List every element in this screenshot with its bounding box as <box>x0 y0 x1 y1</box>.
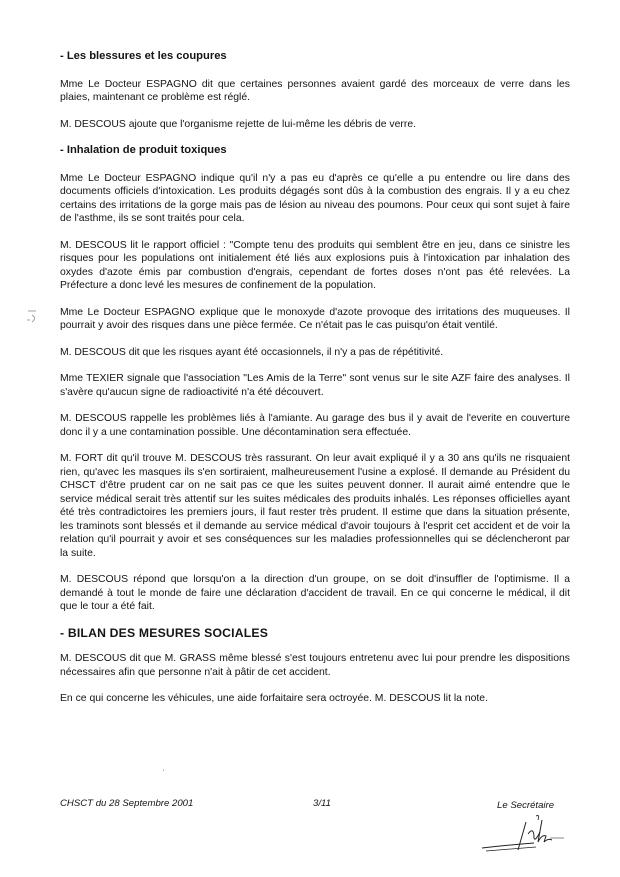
section-heading-bilan: - BILAN DES MESURES SOCIALES <box>60 625 269 640</box>
secretary-signature <box>478 812 568 863</box>
footer-meeting-date: CHSCT du 28 Septembre 2001 <box>60 798 194 809</box>
section-heading-inhalation: - Inhalation de produit toxiques <box>60 144 227 156</box>
paragraph: Mme TEXIER signale que l'association "Les Amis de la Terre" sont venus sur le site AZF faire des analyses. Il s'avère qu'aucun signe de radioactivité n'a été découvert. <box>60 373 570 398</box>
section-heading-blessures: - Les blessures et les coupures <box>60 50 227 62</box>
stray-mark: ˈ <box>162 768 165 778</box>
paragraph: M. DESCOUS ajoute que l'organisme rejette de lui-même les débris de verre. <box>60 118 416 130</box>
footer-page-number: 3/11 <box>313 798 331 809</box>
document-body <box>60 50 570 719</box>
footer-secretary-label: Le Secrétaire <box>497 800 555 811</box>
paragraph: M. FORT dit qu'il trouve M. DESCOUS très rassurant. On leur avait expliqué il y a 30 ans qu'ils ne risquaient rien, qu'avec les masques ils s'en sortiraient, malheureusement l'usine a explosé. Il demande au Président du CHSCT d'être prudent car on ne sait pas ce que les suites peuvent donner. Il aurait aimé entendre que le service médical serait très attentif sur les suites médicales des produits inhalés. Les réponses officielles ayant été très contradictoires les premiers jours, il faut rester très prudent. Il estime que dans la situation présente, les traminots sont blessés et il demande au service médical d'avoir toujours à l'esprit cet accident et de voir la relation qu'il pourrait y avoir et ses conséquences sur les maladies professionnelles qui se déclencheront par la suite. <box>60 453 570 559</box>
paragraph: M. DESCOUS rappelle les problèmes liés à l'amiante. Au garage des bus il y avait de l'everite en couverture donc il y a une contamination possible. Une décontamination sera effectuée. <box>60 413 570 438</box>
paragraph: M. DESCOUS répond que lorsqu'on a la direction d'un groupe, on se doit d'insuffler de l'optimisme. Il a demandé à tout le monde de faire une déclaration d'accident de travail. En ce qui concerne le médical, il dit que le tour a été fait. <box>60 574 570 612</box>
paragraph: En ce qui concerne les véhicules, une aide forfaitaire sera octroyée. M. DESCOUS lit la note. <box>60 693 488 704</box>
paragraph: M. DESCOUS dit que M. GRASS même blessé s'est toujours entretenu avec lui pour prendre les dispositions nécessaires afin que personne n'ait à pâtir de cet accident. <box>60 653 570 678</box>
paragraph: M. DESCOUS lit le rapport officiel : "Compte tenu des produits qui semblent être en jeu, dans ce sinistre les risques pour les populations ont initialement été liés aux explosions puis à l'intoxication par inhalation des oxydes d'azote émis par combustion d'engrais, cependant de fortes doses n'ont pas été relevées. La Préfecture a donc levé les mesures de confinement de la population. <box>60 239 570 291</box>
margin-scan-mark <box>26 308 40 326</box>
paragraph: Mme Le Docteur ESPAGNO indique qu'il n'y a pas eu d'après ce qu'elle a pu entendre ou lire dans des documents officiels d'intoxication. Les produits dégagés sont dûs à la combustion des engrais. Il y a eu chez certains des irritations de la gorge mais pas de lésion au niveau des poumons. Pour ceux qui sont sujet à faire de l'asthme, ils se sont traités pour cela. <box>60 172 570 224</box>
paragraph: M. DESCOUS dit que les risques ayant été occasionnels, il n'y a pas de répétitivité. <box>60 346 444 358</box>
paragraph: Mme Le Docteur ESPAGNO dit que certaines personnes avaient gardé des morceaux de verre dans les plaies, maintenant ce problème est réglé. <box>60 78 570 103</box>
paragraph: Mme Le Docteur ESPAGNO explique que le monoxyde d'azote provoque des irritations des muqueuses. Il pourrait y avoir des risques dans une pièce fermée. Ce n'était pas le cas puisqu'on était ventilé. <box>60 306 570 331</box>
